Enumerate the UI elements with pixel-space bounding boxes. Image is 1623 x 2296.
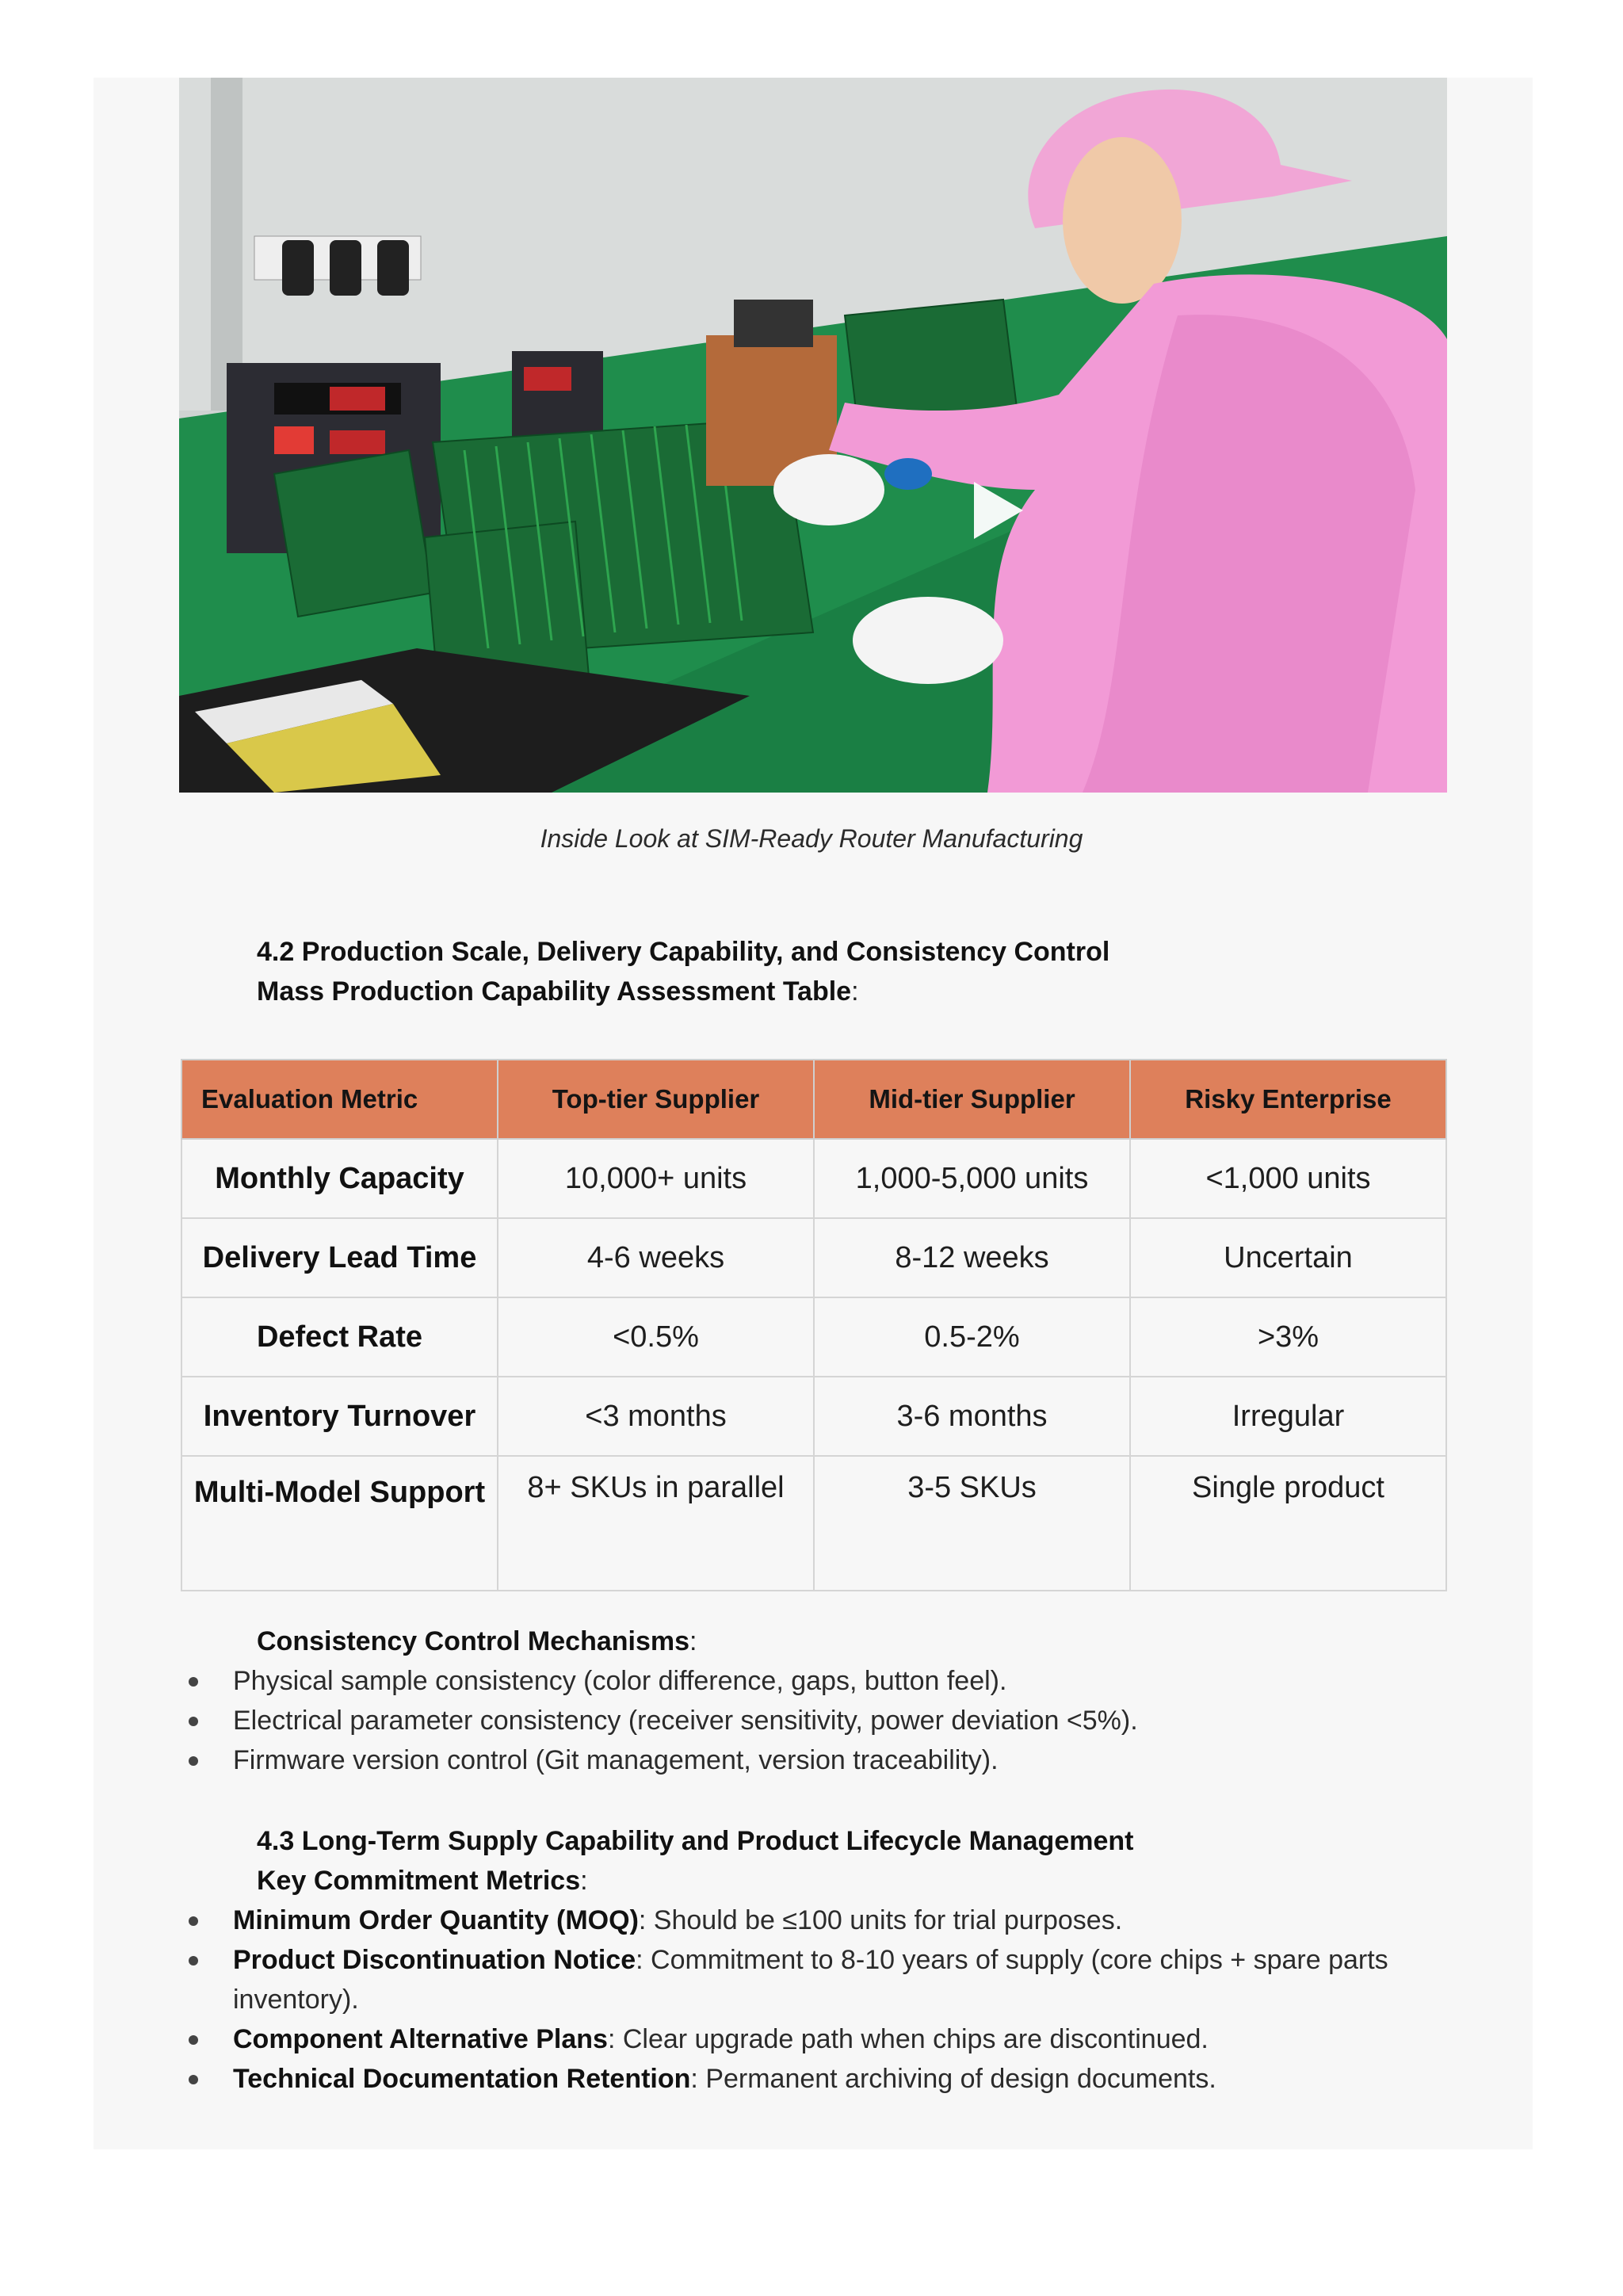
table-cell: 8-12 weeks	[814, 1218, 1130, 1297]
table-cell: Defect Rate	[181, 1297, 498, 1377]
table-cell: 3-6 months	[814, 1377, 1130, 1456]
consistency-list	[184, 1661, 1420, 1780]
table-cell: 8+ SKUs in parallel	[498, 1456, 814, 1591]
table-row	[181, 1297, 1446, 1377]
commitment-list	[184, 1901, 1420, 2099]
consistency-title: Consistency Control Mechanisms:	[257, 1626, 697, 1656]
table-title: Mass Production Capability Assessment Table:	[257, 976, 859, 1007]
table-cell: Multi-Model Support	[181, 1456, 498, 1591]
header-evaluation-metric: Evaluation Metric	[181, 1060, 498, 1139]
section-4-2-heading: 4.2 Production Scale, Delivery Capability, and Consistency Control	[257, 937, 1110, 967]
table-cell: 1,000-5,000 units	[814, 1139, 1130, 1218]
table-cell: <3 months	[498, 1377, 814, 1456]
table-cell: 10,000+ units	[498, 1139, 814, 1218]
header-risky: Risky Enterprise	[1130, 1060, 1446, 1139]
factory-video-thumbnail	[179, 78, 1447, 793]
table-cell: 3-5 SKUs	[814, 1456, 1130, 1591]
play-icon[interactable]	[974, 482, 1023, 539]
table-row	[181, 1456, 1446, 1591]
table-cell: Delivery Lead Time	[181, 1218, 498, 1297]
list-item: Firmware version control (Git management, version traceability).	[184, 1740, 1420, 1780]
table-row	[181, 1377, 1446, 1456]
table-cell: <0.5%	[498, 1297, 814, 1377]
table-header-row	[181, 1060, 1446, 1139]
table-cell: Uncertain	[1130, 1218, 1446, 1297]
table-row	[181, 1139, 1446, 1218]
table-cell: 0.5-2%	[814, 1297, 1130, 1377]
table-row	[181, 1218, 1446, 1297]
header-top-tier: Top-tier Supplier	[498, 1060, 814, 1139]
list-item: Component Alternative Plans: Clear upgrade path when chips are discontinued.	[184, 2019, 1420, 2059]
key-commitment-title: Key Commitment Metrics:	[257, 1866, 588, 1896]
table-cell: >3%	[1130, 1297, 1446, 1377]
list-item: Physical sample consistency (color difference, gaps, button feel).	[184, 1661, 1420, 1701]
video-player[interactable]	[179, 78, 1447, 793]
list-item: Electrical parameter consistency (receiver sensitivity, power deviation <5%).	[184, 1701, 1420, 1740]
header-mid-tier: Mid-tier Supplier	[814, 1060, 1130, 1139]
table-cell: 4-6 weeks	[498, 1218, 814, 1297]
table-cell: Irregular	[1130, 1377, 1446, 1456]
video-caption: Inside Look at SIM-Ready Router Manufacturing	[540, 824, 1083, 853]
list-item: Minimum Order Quantity (MOQ): Should be ≤100 units for trial purposes.	[184, 1901, 1420, 1940]
section-4-3-heading: 4.3 Long-Term Supply Capability and Product Lifecycle Management	[257, 1826, 1134, 1856]
list-item: Technical Documentation Retention: Permanent archiving of design documents.	[184, 2059, 1420, 2099]
table-cell: Monthly Capacity	[181, 1139, 498, 1218]
table-cell: Inventory Turnover	[181, 1377, 498, 1456]
list-item: Product Discontinuation Notice: Commitment to 8-10 years of supply (core chips + spare parts inventory).	[184, 1940, 1420, 2019]
table-cell: <1,000 units	[1130, 1139, 1446, 1218]
table-cell: Single product	[1130, 1456, 1446, 1591]
capability-table	[181, 1059, 1447, 1591]
